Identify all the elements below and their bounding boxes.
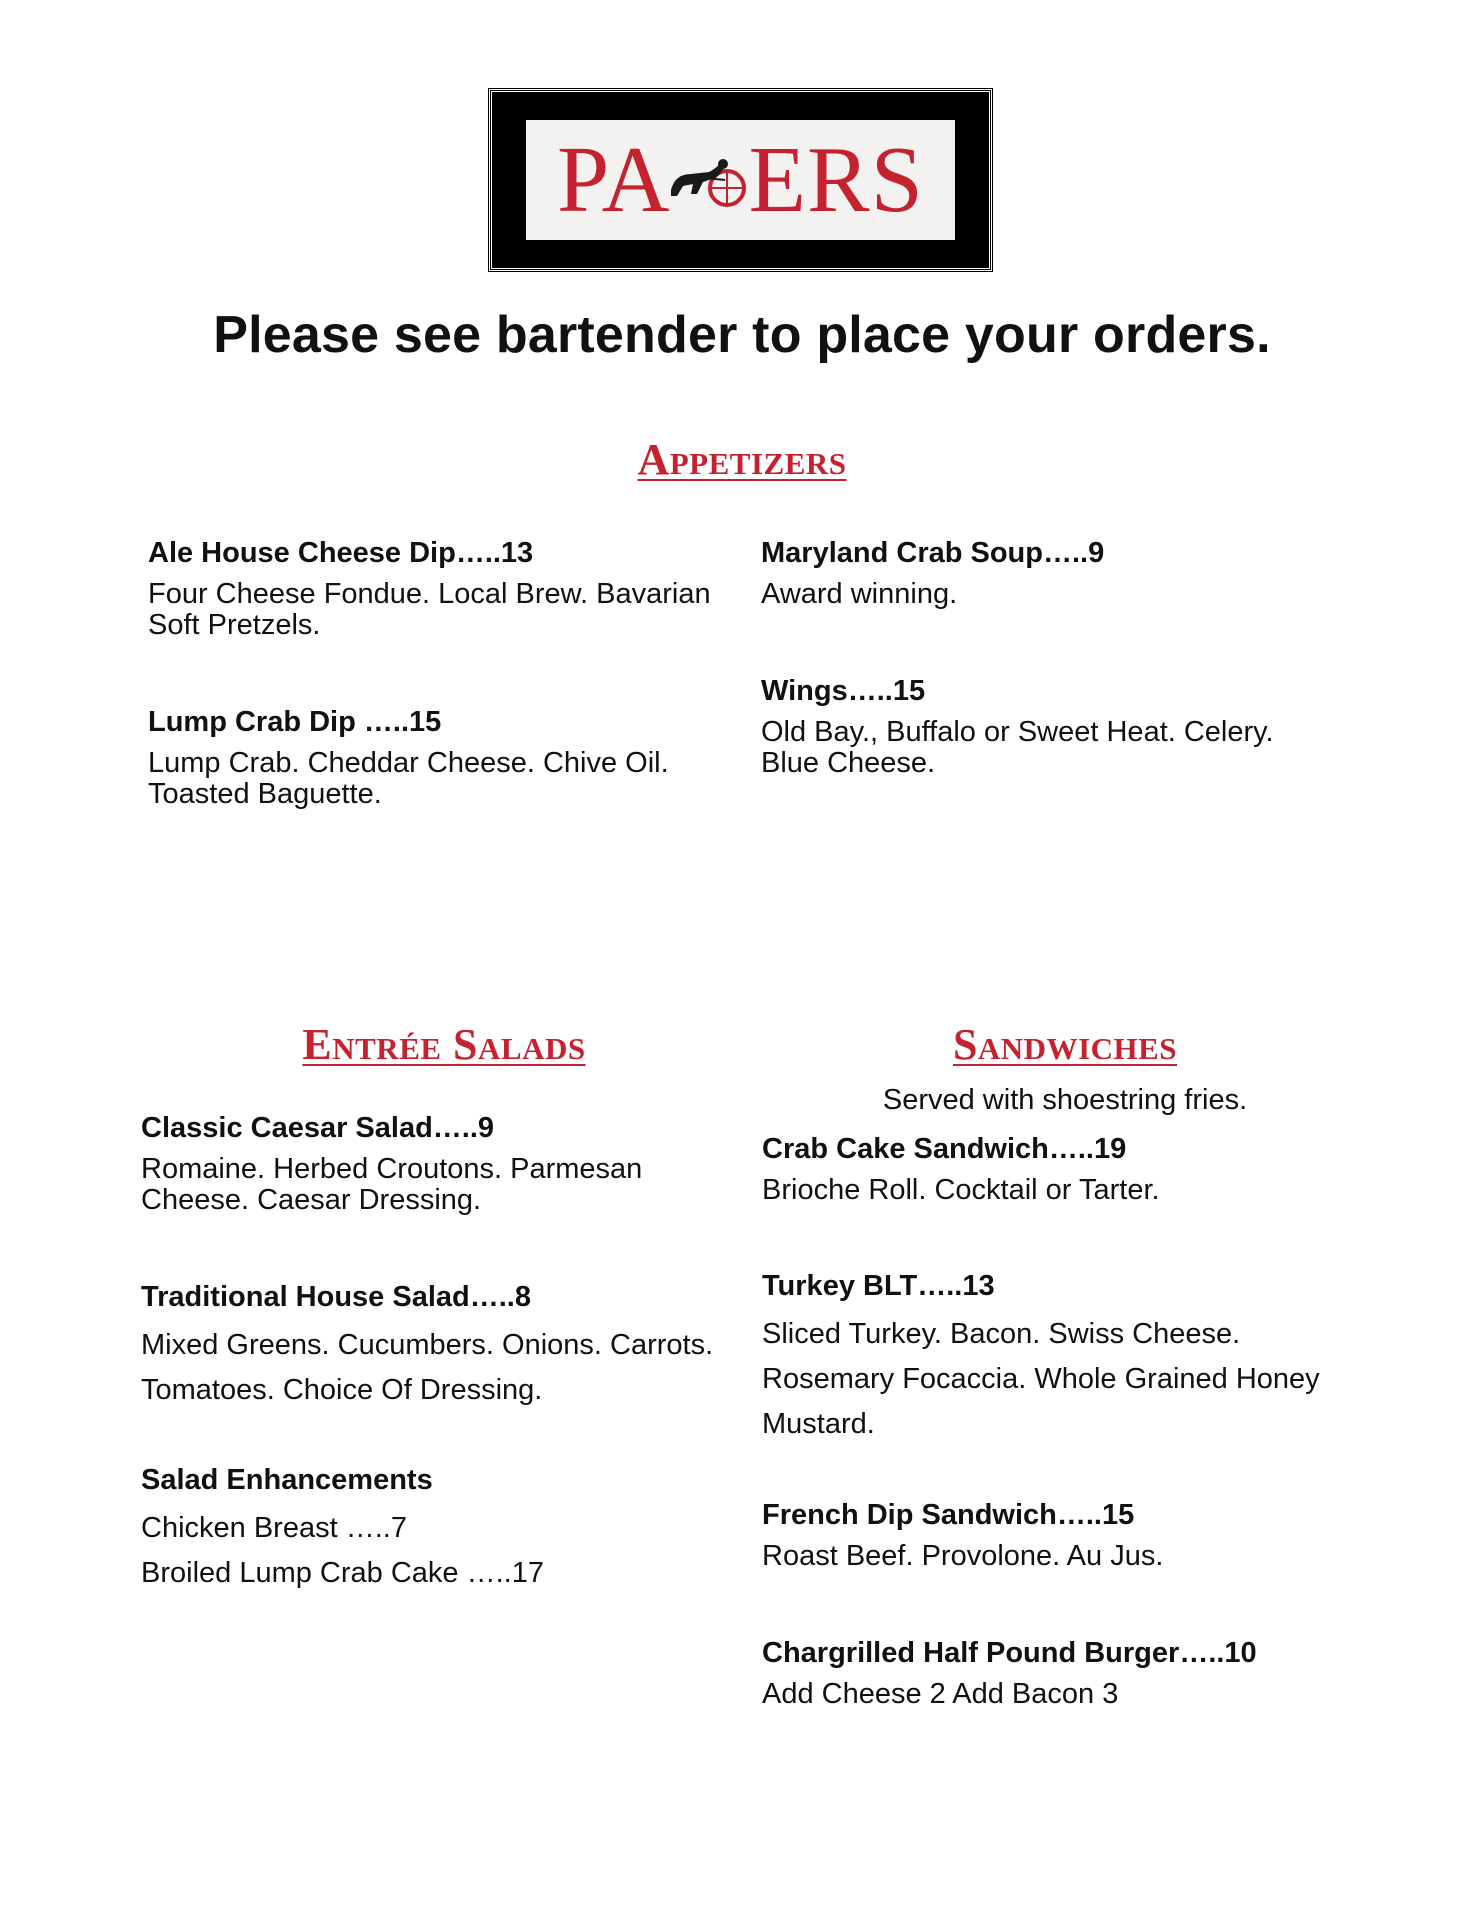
section-title-sandwiches: Sandwiches (952, 1020, 1178, 1069)
item-name: Turkey BLT…..13 (762, 1270, 995, 1302)
enhancement-line: Chicken Breast …..7 (141, 1511, 407, 1544)
logo-panel (526, 120, 955, 240)
item-description: Sliced Turkey. Bacon. Swiss Cheese. Rosemary Focaccia. Whole Grained Honey Mustard. (762, 1317, 1320, 1440)
item-name: Traditional House Salad…..8 (141, 1281, 531, 1313)
item-description: Romaine. Herbed Croutons. Parmesan Cheese. Caesar Dressing. (141, 1152, 643, 1216)
sandwiches-note: Served with shoestring fries. (882, 1084, 1248, 1116)
order-notice: Please see bartender to place your orders. (213, 306, 1271, 364)
logo-text-left: PA (557, 128, 671, 232)
logo-text-right: ERS (748, 128, 924, 232)
item-description: Award winning. (761, 577, 958, 610)
item-name: Maryland Crab Soup…..9 (761, 537, 1105, 569)
menu-item (762, 1636, 1362, 1710)
horse-sulky-icon (665, 150, 755, 210)
item-description: Old Bay., Buffalo or Sweet Heat. Celery. Blue Cheese. (761, 715, 1274, 779)
menu-item (148, 705, 748, 810)
menu-item (141, 1111, 721, 1216)
item-name: Lump Crab Dip …..15 (148, 706, 442, 738)
enhancement-line: Broiled Lump Crab Cake …..17 (141, 1556, 544, 1589)
item-name: Ale House Cheese Dip…..13 (148, 537, 534, 569)
item-name: Salad Enhancements (141, 1464, 433, 1496)
menu-item (761, 536, 1321, 610)
menu-item (762, 1269, 1362, 1447)
menu-item (141, 1280, 721, 1413)
item-name: French Dip Sandwich…..15 (762, 1499, 1135, 1531)
item-description: Roast Beef. Provolone. Au Jus. (762, 1539, 1164, 1572)
item-name: Crab Cake Sandwich…..19 (762, 1133, 1127, 1165)
menu-item (762, 1498, 1362, 1572)
logo (489, 89, 992, 271)
logo-wordmark (557, 128, 924, 232)
item-description: Mixed Greens. Cucumbers. Onions. Carrots. Tomatoes. Choice Of Dressing. (141, 1328, 714, 1406)
item-description: Brioche Roll. Cocktail or Tarter. (762, 1173, 1160, 1206)
item-description: Add Cheese 2 Add Bacon 3 (762, 1677, 1119, 1710)
menu-item (761, 674, 1321, 779)
section-title-entree-salads: Entrée Salads (302, 1020, 586, 1069)
item-name: Wings…..15 (761, 675, 926, 707)
item-name: Classic Caesar Salad…..9 (141, 1112, 495, 1144)
item-description: Lump Crab. Cheddar Cheese. Chive Oil. Toasted Baguette. (148, 746, 669, 810)
item-description: Four Cheese Fondue. Local Brew. Bavarian Soft Pretzels. (148, 577, 711, 641)
section-title-appetizers: Appetizers (637, 435, 847, 484)
menu-item (148, 536, 748, 641)
item-name: Chargrilled Half Pound Burger…..10 (762, 1637, 1257, 1669)
salad-enhancements (141, 1463, 721, 1596)
menu-item (762, 1132, 1362, 1206)
